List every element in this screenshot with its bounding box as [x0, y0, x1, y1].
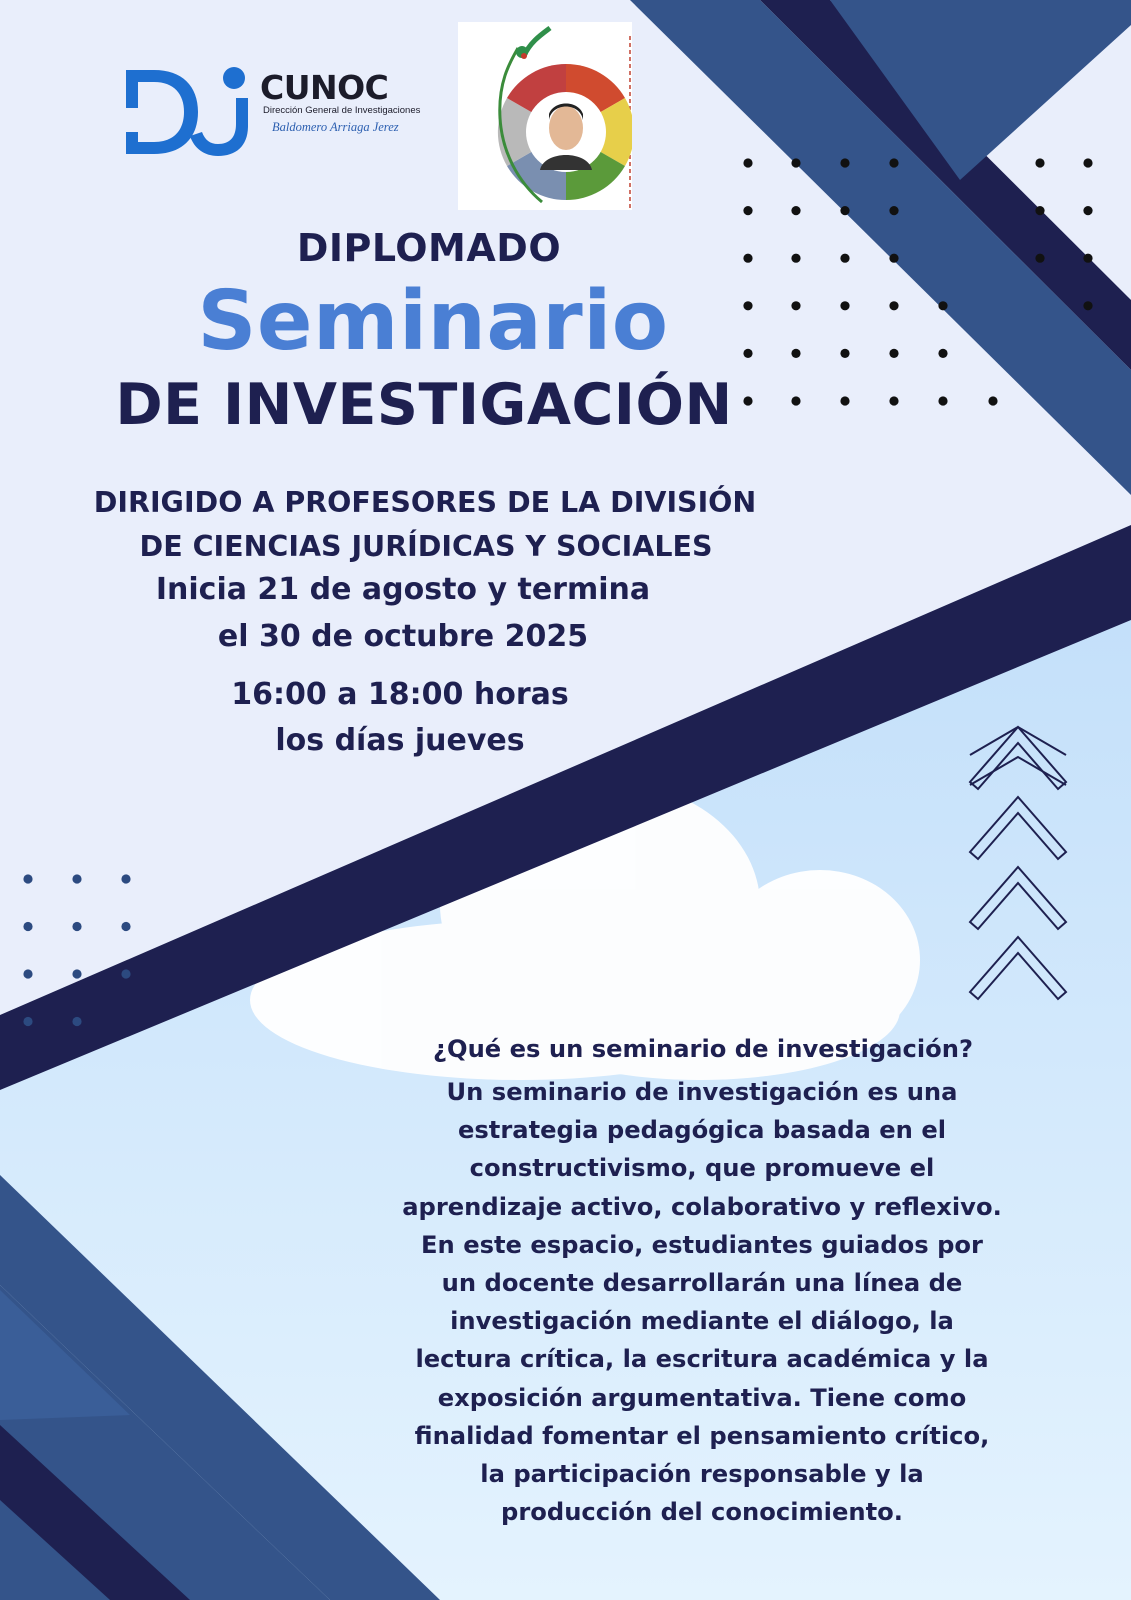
- cunoc-person-name: Baldomero Arriaga Jerez: [272, 120, 399, 134]
- title-sub: DE INVESTIGACIÓN: [115, 372, 733, 438]
- dot: [121, 874, 130, 883]
- dot: [23, 1017, 32, 1026]
- dot: [889, 301, 898, 310]
- dot: [889, 349, 898, 358]
- cunoc-subtitle: Dirección General de Investigaciones: [263, 105, 421, 116]
- dates-line-1: Inicia 21 de agosto y termina: [155, 572, 651, 607]
- info-body: Un seminario de investigación es una estrategia pedagógica basada en el constructivismo, que promueve el aprendizaje activo, colaborativo y reflexivo. En este espacio, estudiantes guiados por un docente desarrollarán una línea de investigación mediante el diálogo, la lectura crítica, la escritura académica y la exposición argumentativa. Tiene como finalidad fomentar el pensamiento crítico, la participación responsable y la producción del conocimiento.: [402, 1078, 1002, 1527]
- dot: [743, 206, 752, 215]
- time-line-2: los días jueves: [275, 723, 525, 758]
- dot: [791, 206, 800, 215]
- dot: [23, 922, 32, 931]
- dot: [72, 874, 81, 883]
- dot: [889, 158, 898, 167]
- info-question: ¿Qué es un seminario de investigación?: [432, 1035, 973, 1063]
- dot: [889, 254, 898, 263]
- cunoc-logo: [124, 64, 424, 160]
- dot: [1083, 301, 1092, 310]
- dot: [1035, 254, 1044, 263]
- dj-logo-icon: [124, 64, 254, 160]
- university-seal-icon: [458, 22, 632, 210]
- dot: [121, 969, 130, 978]
- dot: [938, 301, 947, 310]
- dot: [743, 158, 752, 167]
- dot: [23, 969, 32, 978]
- dot: [23, 874, 32, 883]
- dot: [938, 349, 947, 358]
- title-main: Seminario: [197, 274, 669, 369]
- dot: [72, 922, 81, 931]
- cunoc-name: CUNOC: [260, 68, 389, 107]
- dot: [72, 969, 81, 978]
- dot: [988, 396, 997, 405]
- audience-line-2: DE CIENCIAS JURÍDICAS Y SOCIALES: [139, 530, 713, 563]
- dot: [889, 396, 898, 405]
- dot: [1083, 254, 1092, 263]
- dot: [1083, 206, 1092, 215]
- time-line-1: 16:00 a 18:00 horas: [231, 677, 569, 712]
- dates-line-2: el 30 de octubre 2025: [217, 619, 589, 654]
- dot: [1083, 158, 1092, 167]
- audience-line-1: DIRIGIDO A PROFESORES DE LA DIVISIÓN: [93, 486, 757, 519]
- dot: [840, 206, 849, 215]
- dot: [1035, 206, 1044, 215]
- dot: [72, 1017, 81, 1026]
- dot: [889, 206, 898, 215]
- dot: [938, 396, 947, 405]
- title-heading: DIPLOMADO: [296, 226, 562, 270]
- dot: [840, 158, 849, 167]
- dot: [791, 158, 800, 167]
- dot: [1035, 158, 1044, 167]
- dot: [121, 922, 130, 931]
